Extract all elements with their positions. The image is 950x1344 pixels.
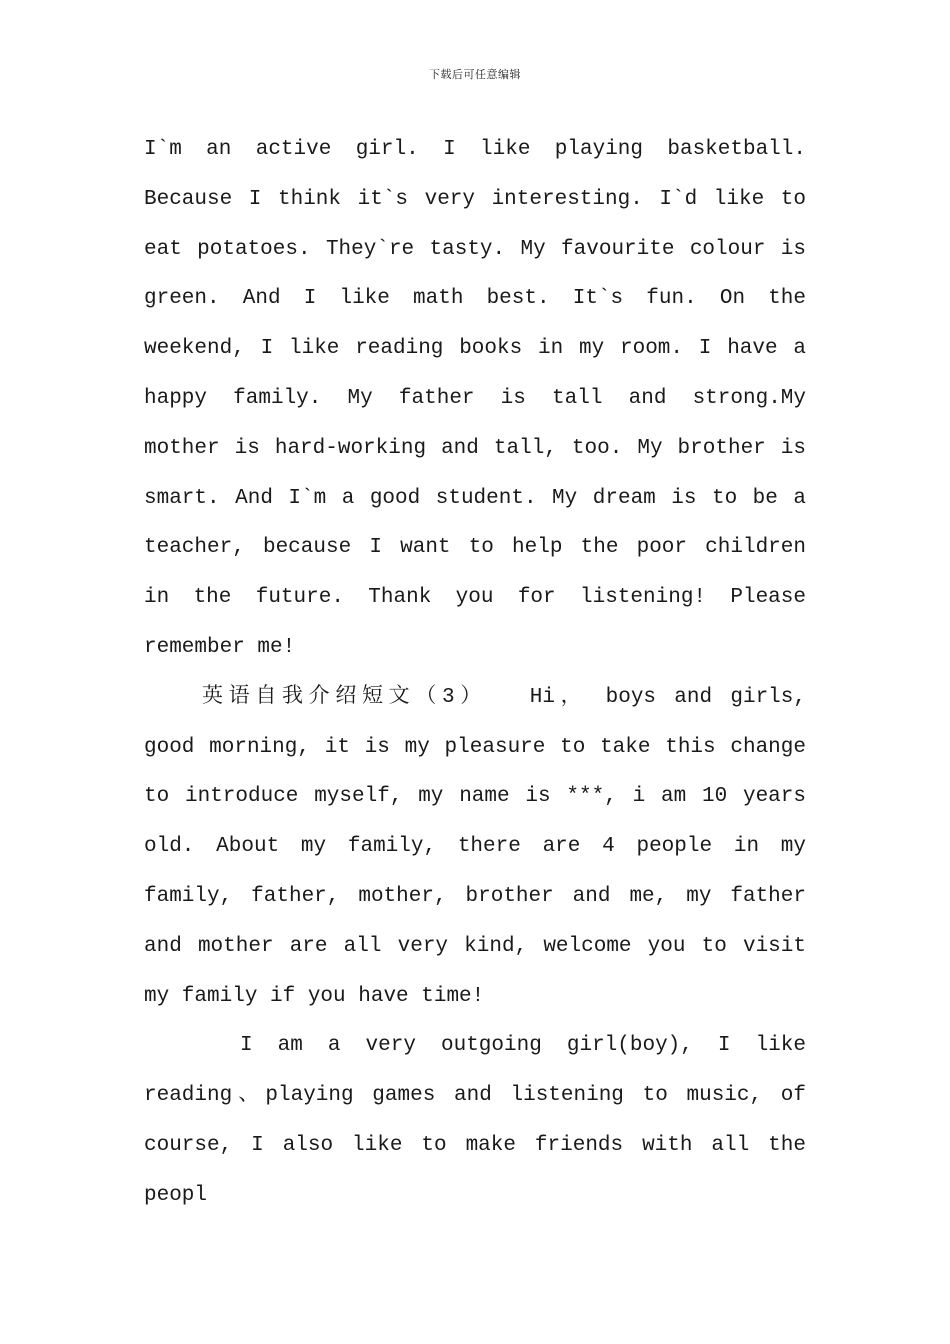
text-line: smart. And I`m a good student. My dream is to be a <box>144 486 806 510</box>
text-line: in the future. Thank you for listening! Please <box>144 586 806 610</box>
document-body <box>144 125 806 1221</box>
text-line: family, father, mother, brother and me, my father <box>144 884 806 908</box>
text-line: mother is hard-working and tall, too. My brother is <box>144 436 806 460</box>
text-line: happy family. My father is tall and strong.My <box>144 386 806 410</box>
page-header: 下载后可任意编辑 <box>429 68 521 81</box>
text-line: to introduce myself, my name is ***, i am 10 years <box>144 785 806 809</box>
text-line: Because I think it`s very interesting. I`d like to <box>144 187 806 211</box>
text-line: reading、playing games and listening to music, of <box>144 1084 806 1108</box>
text-line: green. And I like math best. It`s fun. On the <box>144 287 806 311</box>
text-line: remember me! <box>144 635 296 659</box>
text-line: I am a very outgoing girl(boy), I like <box>240 1034 806 1058</box>
text-line: and mother are all very kind, welcome you to visit <box>144 934 806 958</box>
text-line: course, I also like to make friends with all the <box>144 1133 806 1157</box>
text-line: weekend, I like reading books in my room. I have a <box>144 337 806 361</box>
text-line: my family if you have time! <box>144 984 485 1008</box>
text-line: old. About my family, there are 4 people in my <box>144 835 806 859</box>
text-line: I`m an active girl. I like playing basketball. <box>144 138 806 161</box>
text-line: teacher, because I want to help the poor children <box>144 536 806 560</box>
section-heading-line: 英语自我介绍短文（3） Hi， boys and girls, <box>202 685 806 709</box>
text-line: peopl <box>144 1183 208 1207</box>
text-line: eat potatoes. They`re tasty. My favourite colour is <box>144 237 806 261</box>
text-line: good morning, it is my pleasure to take this change <box>144 735 806 759</box>
